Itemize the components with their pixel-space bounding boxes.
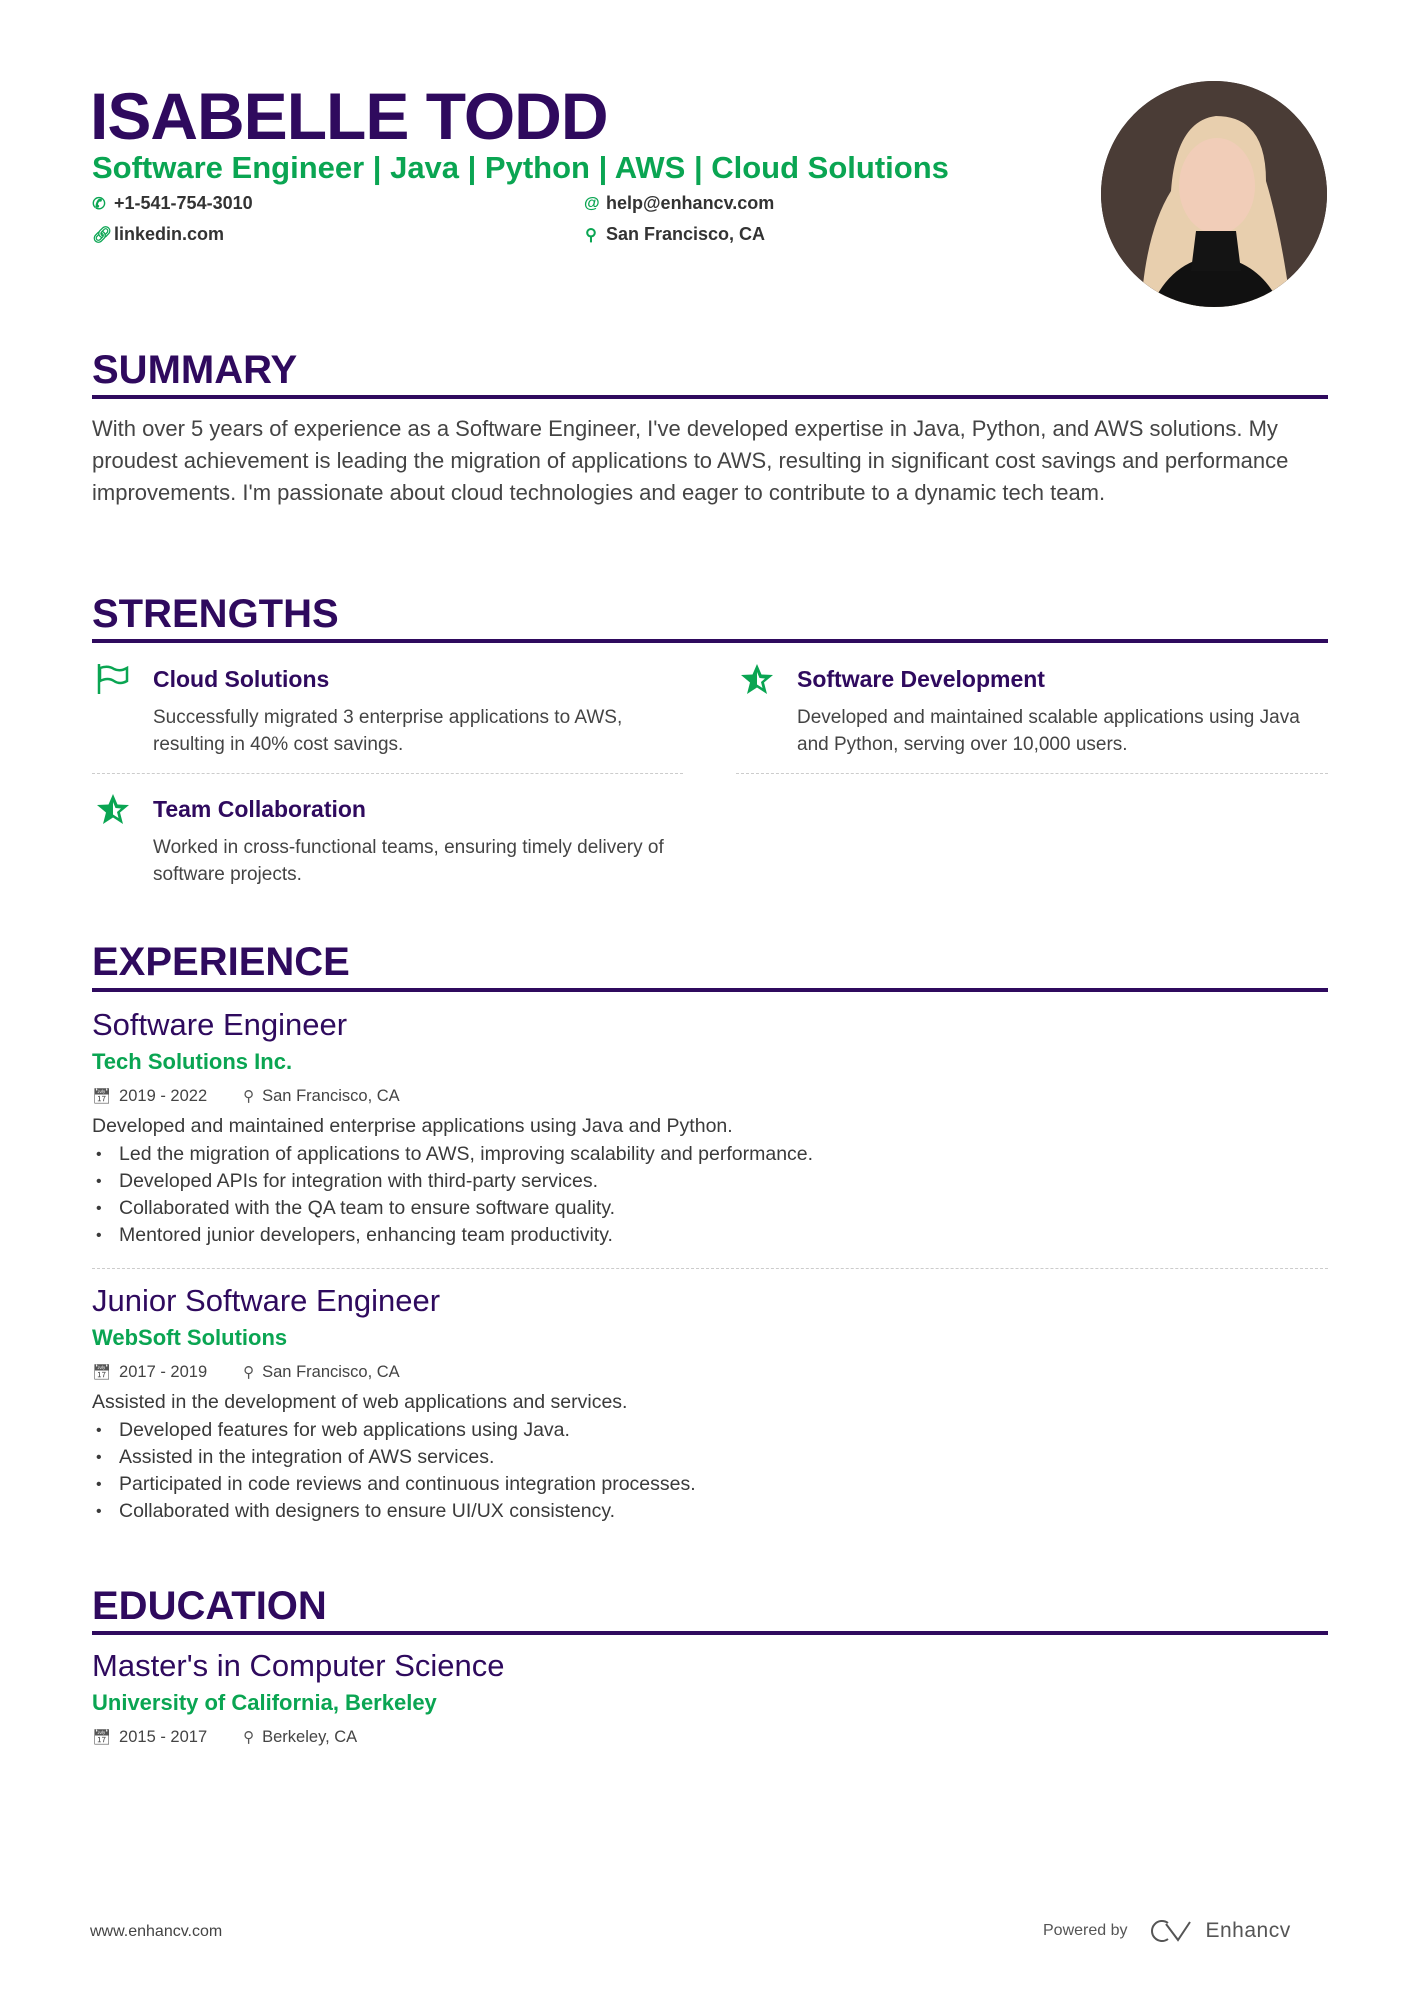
strength-title: Team Collaboration bbox=[153, 796, 366, 822]
strength-title: Cloud Solutions bbox=[153, 666, 330, 692]
candidate-name: ISABELLE TODD bbox=[90, 79, 608, 153]
dashed-divider bbox=[92, 1268, 1328, 1269]
bullet-item: • Developed APIs for integration with third-party services. bbox=[92, 1168, 1328, 1195]
degree: Master's in Computer Science bbox=[92, 1648, 505, 1683]
company-name: Tech Solutions Inc. bbox=[92, 1049, 293, 1074]
job-location: San Francisco, CA bbox=[262, 1086, 400, 1105]
powered-by-label: Powered by bbox=[1043, 1922, 1128, 1939]
at-icon: @ bbox=[584, 194, 600, 212]
education-location: Berkeley, CA bbox=[262, 1727, 358, 1746]
job-title: Junior Software Engineer bbox=[92, 1283, 441, 1318]
job-meta bbox=[92, 1081, 1328, 1111]
contact-location bbox=[584, 224, 765, 245]
profile-photo bbox=[1101, 81, 1327, 307]
dashed-divider bbox=[92, 773, 683, 774]
email-text[interactable]: help@enhancv.com bbox=[606, 193, 775, 213]
experience-heading: EXPERIENCE bbox=[92, 940, 350, 984]
linkedin-text[interactable]: linkedin.com bbox=[114, 224, 225, 244]
location-pin-icon: ⚲ bbox=[585, 226, 597, 244]
location-pin-icon: ⚲ bbox=[243, 1729, 255, 1746]
divider bbox=[92, 988, 1328, 992]
bullet-item: • Collaborated with the QA team to ensure software quality. bbox=[92, 1195, 1328, 1222]
headline: Software Engineer | Java | Python | AWS | Cloud Solutions bbox=[92, 150, 949, 185]
job-bullets bbox=[92, 1417, 1328, 1525]
experience-entry bbox=[92, 1283, 1328, 1525]
footer-website[interactable]: www.enhancv.com bbox=[90, 1923, 223, 1940]
education-dates: 2015 - 2017 bbox=[119, 1727, 208, 1746]
strengths-heading: STRENGTHS bbox=[92, 592, 339, 636]
strength-desc: Worked in cross-functional teams, ensuring timely delivery of software projects. bbox=[153, 837, 664, 885]
bullet-item: • Developed features for web applications using Java. bbox=[92, 1417, 1328, 1444]
bullet-item: • Assisted in the integration of AWS services. bbox=[92, 1444, 1328, 1471]
link-icon: 🔗︎ bbox=[92, 226, 113, 244]
education-heading: EDUCATION bbox=[92, 1584, 327, 1628]
calendar-icon: 📅︎ bbox=[92, 1729, 112, 1746]
location-pin-icon: ⚲ bbox=[243, 1364, 255, 1381]
enhancv-logo-icon bbox=[1150, 1918, 1196, 1944]
job-location: San Francisco, CA bbox=[262, 1362, 400, 1381]
calendar-icon: 📅︎ bbox=[92, 1364, 112, 1381]
divider bbox=[92, 395, 1328, 399]
job-meta bbox=[92, 1357, 1328, 1387]
contact-phone bbox=[92, 193, 253, 214]
bullet-item: • Participated in code reviews and continuous integration processes. bbox=[92, 1471, 1328, 1498]
location-pin-icon: ⚲ bbox=[243, 1088, 255, 1105]
strength-desc: Successfully migrated 3 enterprise applications to AWS, resulting in 40% cost savings. bbox=[153, 707, 623, 755]
contact-email[interactable] bbox=[584, 193, 774, 214]
contact-linkedin[interactable] bbox=[92, 224, 224, 245]
star-icon bbox=[740, 662, 774, 696]
company-name: WebSoft Solutions bbox=[92, 1325, 288, 1350]
divider bbox=[92, 639, 1328, 643]
phone-text: +1-541-754-3010 bbox=[114, 193, 253, 213]
bullet-item: • Collaborated with designers to ensure UI/UX consistency. bbox=[92, 1498, 1328, 1525]
summary-heading: SUMMARY bbox=[92, 348, 298, 392]
divider bbox=[92, 1631, 1328, 1635]
job-title: Software Engineer bbox=[92, 1007, 348, 1042]
summary-text: With over 5 years of experience as a Software Engineer, I've developed expertise in Java, Python, and AWS solutions. My proudest achievement is leading the migration of applications to AWS, resulting in significant cost savings and performance improvements. I'm passionate about cloud technologies and eager to contribute to a dynamic tech team. bbox=[92, 416, 1289, 505]
experience-entry bbox=[92, 1007, 1328, 1249]
location-text: San Francisco, CA bbox=[606, 224, 766, 244]
star-icon bbox=[96, 792, 130, 826]
education-meta bbox=[92, 1722, 1328, 1752]
bullet-item: • Led the migration of applications to AWS, improving scalability and performance. bbox=[92, 1141, 1328, 1168]
bullet-item: • Mentored junior developers, enhancing team productivity. bbox=[92, 1222, 1328, 1249]
flag-icon bbox=[96, 662, 130, 696]
job-dates: 2017 - 2019 bbox=[119, 1362, 208, 1381]
footer-branding bbox=[1043, 1918, 1291, 1944]
strength-title: Software Development bbox=[797, 666, 1045, 692]
job-description: Developed and maintained enterprise applications using Java and Python. bbox=[92, 1115, 733, 1137]
enhancv-brand: Enhancv bbox=[1205, 1919, 1291, 1942]
dashed-divider bbox=[736, 773, 1328, 774]
job-dates: 2019 - 2022 bbox=[119, 1086, 208, 1105]
education-entry bbox=[92, 1648, 1328, 1752]
job-bullets bbox=[92, 1141, 1328, 1249]
job-description: Assisted in the development of web applications and services. bbox=[92, 1391, 628, 1413]
strength-desc: Developed and maintained scalable applications using Java and Python, serving over 10,000 users. bbox=[797, 707, 1300, 755]
calendar-icon: 📅︎ bbox=[92, 1088, 112, 1105]
school-name: University of California, Berkeley bbox=[92, 1690, 437, 1715]
phone-icon: ✆ bbox=[92, 195, 106, 213]
